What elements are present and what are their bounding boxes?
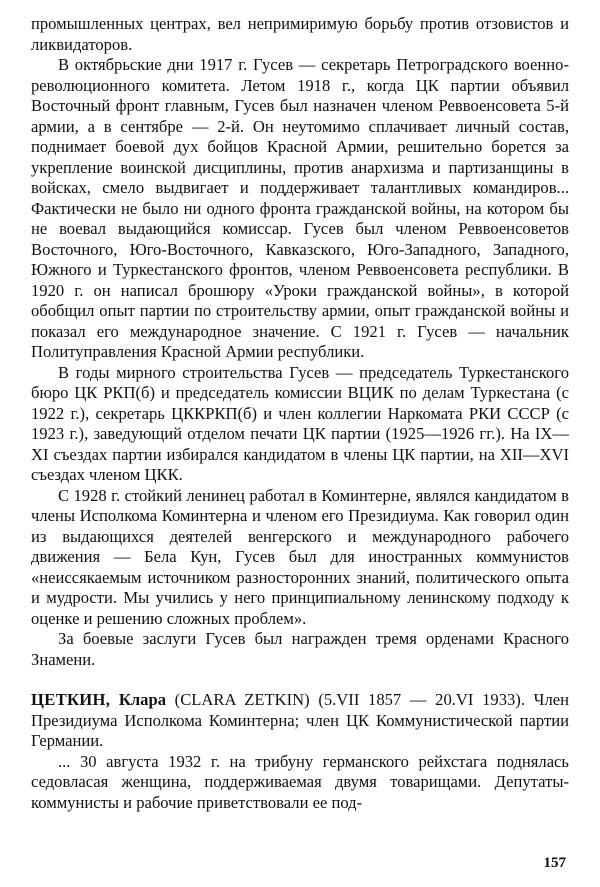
page-number: 157 xyxy=(543,855,566,871)
paragraph-comintern: С 1928 г. стойкий ленинец работал в Коминтерне, являлся кандидатом в члены Исполкома Коминтерна и членом его Президиума. Как говорил один из выдающихся деятелей венгерского и международного рабочего движения — Бела Кун, Гусев был для иностранных коммунистов «неиссякаемым источником разносторонних знаний, политического опыта и мудрости. Мы учились у него принципиальному ленинскому подходу к оценке и решению сложных проблем». xyxy=(31,485,569,628)
entry-description: (CLARA ZETKIN) (5.VII 1857 — 20.VI 1933). Член Президиума Исполкома Коминтерна; член ЦК Коммунистической партии Германии. xyxy=(31,690,569,750)
book-page-text xyxy=(31,14,569,813)
entry-zetkin-heading xyxy=(31,690,569,752)
entry-surname: ЦЕТКИН, xyxy=(31,690,111,709)
paragraph-zetkin-body: ... 30 августа 1932 г. на трибуну германского рейхстага поднялась седовласая женщина, поддерживаемая двумя товарищами. Депутаты-коммунисты и рабочие приветствовали ее под- xyxy=(31,751,569,812)
section-gap xyxy=(31,670,569,690)
entry-given-name: Клара xyxy=(118,690,166,709)
paragraph-awards: За боевые заслуги Гусев был награжден тремя орденами Красного Знамени. xyxy=(31,629,569,669)
paragraph-peaceful-construction: В годы мирного строительства Гусев — председатель Туркестанского бюро ЦК РКП(б) и председатель комиссии ВЦИК по делам Туркестана (с 1922 г.), секретарь ЦККРКП(б) и член коллегии Наркомата РКИ СССР (с 1923 г.), заведующий отделом печати ЦК партии (1925—1926 гг.). На IX—XI съездах партии избирался кандидатом в члены ЦК партии, на XII—XVI съездах членом ЦКК. xyxy=(31,362,569,484)
paragraph-october-1917: В октябрьские дни 1917 г. Гусев — секретарь Петроградского военно-революционного комитета. Летом 1918 г., когда ЦК партии объявил Восточный фронт главным, Гусев был назначен членом Реввоенсовета 5-й армии, а в сентябре — 2-й. Он неутомимо сплачивает личный состав, поднимает боевой дух бойцов Красной Армии, решительно борется за укрепление воинской дисциплины, против анархизма и партизанщины в войсках, смело выдвигает и поддерживает талантливых командиров... Фактически не было ни одного фронта гражданской войны, на котором бы не воевал выдающийся комиссар. Гусев был членом Реввоенсоветов Восточного, Юго-Восточного, Кавказского, Юго-Западного, Западного, Южного и Туркестанского фронтов, членом Реввоенсовета республики. В 1920 г. он написал брошюру «Уроки гражданской войны», в которой обобщил опыт партии по строительству армии, опыт гражданской войны и показал его международное значение. С 1921 г. Гусев — начальник Политуправления Красной Армии республики. xyxy=(31,55,569,361)
paragraph-continuation: промышленных центрах, вел непримиримую борьбу против отзовистов и ликвидаторов. xyxy=(31,14,569,54)
